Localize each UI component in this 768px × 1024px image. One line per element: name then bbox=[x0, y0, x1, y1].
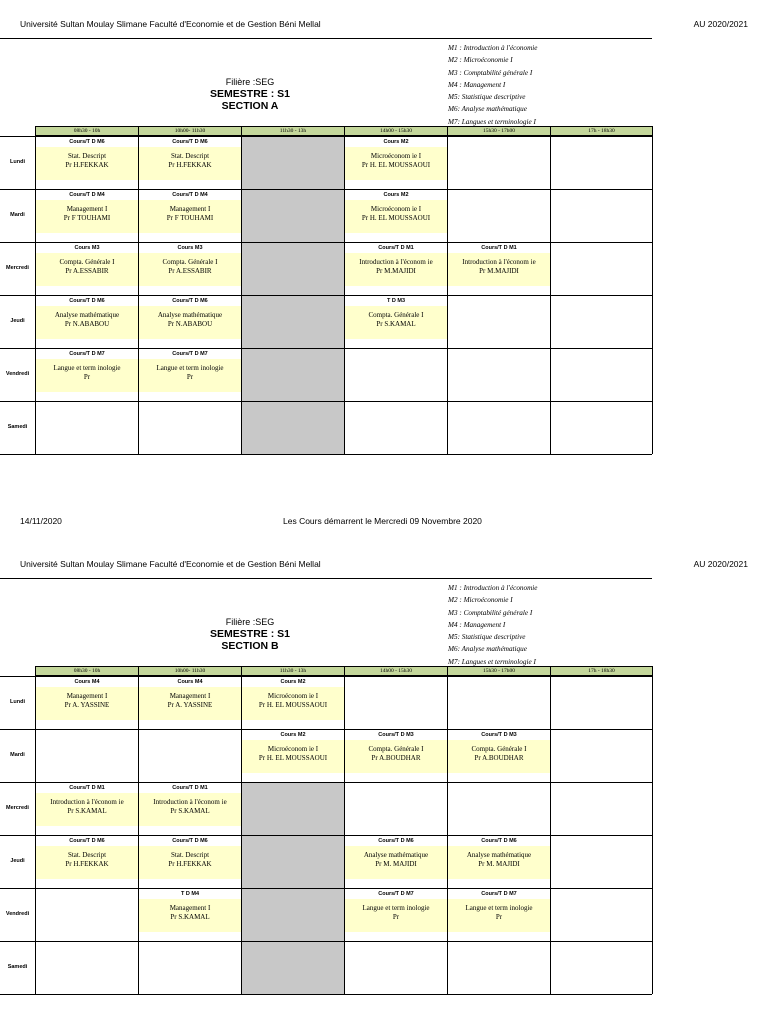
course-session bbox=[36, 137, 138, 189]
session-detail-box bbox=[345, 740, 447, 773]
session-detail-box bbox=[242, 740, 344, 773]
course-session bbox=[36, 296, 138, 348]
professor-name: Pr M.MAJIDI bbox=[376, 267, 416, 275]
section-label: SECTION A bbox=[221, 100, 279, 112]
session-detail-box bbox=[36, 793, 138, 826]
module-legend-item: M3 : Comptabilité générale I bbox=[448, 68, 533, 77]
session-detail-box bbox=[139, 253, 241, 286]
day-label: Samedi bbox=[7, 964, 28, 970]
lunch-break-cell bbox=[241, 242, 344, 295]
session-detail-box bbox=[448, 846, 550, 879]
session-type: Cours M2 bbox=[383, 139, 409, 145]
day-label: Jeudi bbox=[10, 858, 25, 864]
professor-name: Pr H.FEKKAK bbox=[168, 860, 212, 868]
professor-name: Pr A. YASSINE bbox=[64, 701, 110, 709]
session-type: Cours/T D M1 bbox=[481, 245, 517, 251]
session-detail-box bbox=[345, 899, 447, 932]
course-name: Stat. Descript bbox=[170, 152, 210, 160]
university-header: Université Sultan Moulay Slimane Faculté d'Economie et de Gestion Béni Mellal bbox=[20, 559, 321, 569]
session-detail-box bbox=[448, 899, 550, 932]
grid-row-line bbox=[0, 994, 652, 995]
session-detail-box bbox=[448, 740, 550, 773]
course-session bbox=[242, 677, 344, 729]
session-type: Cours/T D M3 bbox=[378, 732, 414, 738]
session-type: Cours M4 bbox=[74, 679, 100, 685]
footer-note: Les Cours démarrent le Mercredi 09 Novembre 2020 bbox=[283, 516, 482, 526]
session-type: T D M3 bbox=[386, 298, 406, 304]
session-type: Cours M3 bbox=[74, 245, 100, 251]
section-label: SECTION B bbox=[221, 640, 279, 652]
session-type: Cours M3 bbox=[177, 245, 203, 251]
course-name: Introduction à l'économ ie bbox=[462, 258, 536, 266]
session-type: Cours/T D M7 bbox=[378, 891, 414, 897]
day-label: Samedi bbox=[7, 424, 28, 430]
professor-name: Pr A.BOUDHAR bbox=[474, 754, 524, 762]
course-session bbox=[36, 349, 138, 401]
lunch-break-cell bbox=[241, 941, 344, 994]
time-slot-header: 10h00- 11h30 bbox=[138, 666, 242, 676]
session-detail-box bbox=[36, 200, 138, 233]
lunch-break-cell bbox=[241, 136, 344, 189]
course-session bbox=[448, 836, 550, 888]
course-name: Analyse mathématique bbox=[363, 851, 429, 859]
session-type: Cours/T D M4 bbox=[69, 192, 105, 198]
course-name: Microéconom ie I bbox=[267, 745, 319, 753]
session-type: Cours/T D M6 bbox=[69, 838, 105, 844]
module-legend-item: M2 : Microéconomie I bbox=[448, 596, 513, 605]
course-name: Langue et term inologie bbox=[465, 904, 533, 912]
time-slot-header: 15h30 - 17h00 bbox=[447, 126, 551, 136]
time-slot-header: 17h - 18h30 bbox=[550, 666, 653, 676]
professor-name: Pr S.KAMAL bbox=[376, 320, 416, 328]
session-type: Cours/T D M7 bbox=[69, 351, 105, 357]
professor-name: Pr S.KAMAL bbox=[170, 913, 210, 921]
time-slot-header: 14h00 - 15h30 bbox=[344, 666, 448, 676]
course-name: Analyse mathématique bbox=[466, 851, 532, 859]
course-session bbox=[345, 296, 447, 348]
day-label: Mardi bbox=[10, 752, 25, 758]
lunch-break-cell bbox=[241, 782, 344, 835]
course-name: Compta. Générale I bbox=[162, 258, 218, 266]
time-slot-header: 08h30 - 10h bbox=[35, 126, 139, 136]
session-detail-box bbox=[139, 846, 241, 879]
course-name: Management I bbox=[66, 692, 108, 700]
session-type: Cours/T D M7 bbox=[172, 351, 208, 357]
grid-column-line bbox=[652, 676, 653, 994]
day-label: Lundi bbox=[10, 699, 25, 705]
course-session bbox=[345, 889, 447, 941]
grid-column-line bbox=[550, 136, 551, 454]
academic-year: AU 2020/2021 bbox=[693, 559, 748, 569]
session-type: Cours/T D M6 bbox=[378, 838, 414, 844]
course-session bbox=[242, 730, 344, 782]
course-session bbox=[139, 677, 241, 729]
professor-name: Pr H. EL MOUSSAOUI bbox=[361, 161, 431, 169]
lunch-break-cell bbox=[241, 401, 344, 454]
filiere-label: Filière :SEG bbox=[225, 77, 275, 87]
professor-name: Pr bbox=[83, 373, 91, 381]
course-name: Management I bbox=[169, 904, 211, 912]
course-session bbox=[139, 836, 241, 888]
session-type: Cours/T D M6 bbox=[481, 838, 517, 844]
course-session bbox=[36, 783, 138, 835]
professor-name: Pr bbox=[186, 373, 194, 381]
module-legend-item: M7: Langues et terminologie I bbox=[448, 117, 536, 126]
session-detail-box bbox=[36, 359, 138, 392]
professor-name: Pr N.ABABOU bbox=[64, 320, 110, 328]
course-name: Stat. Descript bbox=[67, 851, 107, 859]
professor-name: Pr S.KAMAL bbox=[67, 807, 107, 815]
day-label: Jeudi bbox=[10, 318, 25, 324]
time-slot-header: 10h00- 11h30 bbox=[138, 126, 242, 136]
course-name: Management I bbox=[169, 692, 211, 700]
session-detail-box bbox=[36, 306, 138, 339]
session-detail-box bbox=[139, 687, 241, 720]
module-legend-item: M4 : Management I bbox=[448, 620, 506, 629]
day-label: Mardi bbox=[10, 212, 25, 218]
session-type: Cours/T D M6 bbox=[69, 298, 105, 304]
course-name: Stat. Descript bbox=[67, 152, 107, 160]
course-name: Management I bbox=[169, 205, 211, 213]
course-name: Introduction à l'économ ie bbox=[359, 258, 433, 266]
professor-name: Pr F TOUHAMI bbox=[63, 214, 111, 222]
session-detail-box bbox=[139, 793, 241, 826]
grid-column-line bbox=[447, 676, 448, 994]
session-type: Cours/T D M6 bbox=[172, 838, 208, 844]
grid-column-line bbox=[447, 136, 448, 454]
session-detail-box bbox=[448, 253, 550, 286]
day-label: Vendredi bbox=[5, 911, 30, 917]
session-detail-box bbox=[345, 846, 447, 879]
session-detail-box bbox=[242, 687, 344, 720]
filiere-label: Filière :SEG bbox=[225, 617, 275, 627]
professor-name: Pr H.FEKKAK bbox=[168, 161, 212, 169]
course-session bbox=[345, 137, 447, 189]
semester-label: SEMESTRE : S1 bbox=[210, 88, 290, 100]
course-name: Introduction à l'économ ie bbox=[153, 798, 227, 806]
grid-row-line bbox=[0, 941, 652, 942]
course-session bbox=[139, 296, 241, 348]
lunch-break-cell bbox=[241, 348, 344, 401]
professor-name: Pr M.MAJIDI bbox=[479, 267, 519, 275]
course-session bbox=[139, 243, 241, 295]
session-detail-box bbox=[345, 147, 447, 180]
course-name: Microéconom ie I bbox=[267, 692, 319, 700]
course-name: Langue et term inologie bbox=[362, 904, 430, 912]
session-type: Cours/T D M1 bbox=[378, 245, 414, 251]
module-legend-item: M4 : Management I bbox=[448, 80, 506, 89]
professor-name: Pr A.ESSABIR bbox=[168, 267, 212, 275]
time-slot-header: 08h30 - 10h bbox=[35, 666, 139, 676]
module-legend-item: M5: Statistique descriptive bbox=[448, 93, 526, 102]
module-legend-item: M2 : Microéconomie I bbox=[448, 56, 513, 65]
session-detail-box bbox=[139, 200, 241, 233]
session-detail-box bbox=[36, 147, 138, 180]
professor-name: Pr A.BOUDHAR bbox=[371, 754, 421, 762]
course-name: Microéconom ie I bbox=[370, 152, 422, 160]
session-type: Cours/T D M7 bbox=[481, 891, 517, 897]
session-type: Cours/T D M6 bbox=[69, 139, 105, 145]
session-detail-box bbox=[139, 899, 241, 932]
course-session bbox=[139, 889, 241, 941]
course-session bbox=[139, 190, 241, 242]
course-name: Analyse mathématique bbox=[157, 311, 223, 319]
header-rule bbox=[0, 578, 652, 579]
session-type: Cours/T D M1 bbox=[69, 785, 105, 791]
session-detail-box bbox=[139, 359, 241, 392]
timetable-grid bbox=[0, 126, 652, 454]
session-detail-box bbox=[139, 306, 241, 339]
day-label: Mercredi bbox=[6, 805, 29, 811]
lunch-break-cell bbox=[241, 295, 344, 348]
module-legend-item: M6: Analyse mathématique bbox=[448, 105, 527, 114]
session-type: T D M4 bbox=[180, 891, 200, 897]
module-legend-item: M6: Analyse mathématique bbox=[448, 645, 527, 654]
course-session bbox=[448, 889, 550, 941]
professor-name: Pr M. MAJIDI bbox=[478, 860, 520, 868]
professor-name: Pr bbox=[495, 913, 503, 921]
grid-column-line bbox=[241, 136, 242, 454]
course-name: Compta. Générale I bbox=[471, 745, 527, 753]
session-type: Cours/T D M6 bbox=[172, 298, 208, 304]
grid-row-line bbox=[0, 888, 652, 889]
professor-name: Pr N.ABABOU bbox=[167, 320, 213, 328]
module-legend-item: M1 : Introduction à l'économie bbox=[448, 44, 538, 52]
session-detail-box bbox=[345, 253, 447, 286]
course-name: Compta. Générale I bbox=[368, 745, 424, 753]
day-label: Lundi bbox=[10, 159, 25, 165]
semester-label: SEMESTRE : S1 bbox=[210, 628, 290, 640]
lunch-break-cell bbox=[241, 189, 344, 242]
professor-name: Pr A. YASSINE bbox=[167, 701, 213, 709]
professor-name: Pr H.FEKKAK bbox=[65, 161, 109, 169]
header-rule bbox=[0, 38, 652, 39]
course-name: Analyse mathématique bbox=[54, 311, 120, 319]
professor-name: Pr H. EL MOUSSAOUI bbox=[258, 701, 328, 709]
professor-name: Pr F TOUHAMI bbox=[166, 214, 214, 222]
course-name: Compta. Générale I bbox=[59, 258, 115, 266]
module-legend bbox=[448, 582, 538, 668]
session-type: Cours M2 bbox=[280, 732, 306, 738]
course-session bbox=[36, 836, 138, 888]
course-name: Langue et term inologie bbox=[53, 364, 121, 372]
module-legend bbox=[448, 42, 538, 128]
module-legend-item: M7: Langues et terminologie I bbox=[448, 657, 536, 666]
session-detail-box bbox=[139, 147, 241, 180]
professor-name: Pr H.FEKKAK bbox=[65, 860, 109, 868]
session-type: Cours M2 bbox=[280, 679, 306, 685]
grid-row-line bbox=[0, 454, 652, 455]
session-detail-box bbox=[36, 687, 138, 720]
time-slot-header: 11h30 - 13h bbox=[241, 126, 345, 136]
session-type: Cours M2 bbox=[383, 192, 409, 198]
session-detail-box bbox=[345, 306, 447, 339]
course-name: Langue et term inologie bbox=[156, 364, 224, 372]
course-session bbox=[448, 243, 550, 295]
course-session bbox=[36, 677, 138, 729]
session-type: Cours/T D M4 bbox=[172, 192, 208, 198]
course-session bbox=[345, 190, 447, 242]
timetable-title bbox=[170, 76, 330, 112]
course-session bbox=[345, 836, 447, 888]
time-slot-header: 15h30 - 17h00 bbox=[447, 666, 551, 676]
course-name: Microéconom ie I bbox=[370, 205, 422, 213]
session-detail-box bbox=[345, 200, 447, 233]
time-slot-header: 17h - 18h30 bbox=[550, 126, 653, 136]
session-type: Cours M4 bbox=[177, 679, 203, 685]
lunch-break-cell bbox=[241, 888, 344, 941]
professor-name: Pr M. MAJIDI bbox=[375, 860, 417, 868]
course-session bbox=[345, 730, 447, 782]
course-session bbox=[345, 243, 447, 295]
grid-row-line bbox=[0, 401, 652, 402]
lunch-break-cell bbox=[241, 835, 344, 888]
timetable-grid bbox=[0, 666, 652, 994]
module-legend-item: M5: Statistique descriptive bbox=[448, 633, 526, 642]
grid-column-line bbox=[344, 676, 345, 994]
professor-name: Pr S.KAMAL bbox=[170, 807, 210, 815]
time-slot-header: 14h00 - 15h30 bbox=[344, 126, 448, 136]
timetable-title bbox=[170, 616, 330, 652]
course-name: Stat. Descript bbox=[170, 851, 210, 859]
university-header: Université Sultan Moulay Slimane Faculté d'Economie et de Gestion Béni Mellal bbox=[20, 19, 321, 29]
session-type: Cours/T D M3 bbox=[481, 732, 517, 738]
course-name: Introduction à l'économ ie bbox=[50, 798, 124, 806]
professor-name: Pr H. EL MOUSSAOUI bbox=[361, 214, 431, 222]
course-session bbox=[36, 190, 138, 242]
day-label: Vendredi bbox=[5, 371, 30, 377]
course-session bbox=[36, 243, 138, 295]
module-legend-item: M3 : Comptabilité générale I bbox=[448, 608, 533, 617]
time-slot-header: 11h30 - 13h bbox=[241, 666, 345, 676]
course-name: Compta. Générale I bbox=[368, 311, 424, 319]
session-detail-box bbox=[36, 846, 138, 879]
academic-year: AU 2020/2021 bbox=[693, 19, 748, 29]
professor-name: Pr bbox=[392, 913, 400, 921]
session-type: Cours/T D M1 bbox=[172, 785, 208, 791]
grid-column-line bbox=[652, 136, 653, 454]
course-session bbox=[139, 137, 241, 189]
course-session bbox=[139, 349, 241, 401]
grid-column-line bbox=[550, 676, 551, 994]
session-type: Cours/T D M6 bbox=[172, 139, 208, 145]
course-session bbox=[448, 730, 550, 782]
footer-date: 14/11/2020 bbox=[20, 516, 62, 526]
professor-name: Pr A.ESSABIR bbox=[65, 267, 109, 275]
day-label: Mercredi bbox=[6, 265, 29, 271]
session-detail-box bbox=[36, 253, 138, 286]
course-name: Management I bbox=[66, 205, 108, 213]
course-session bbox=[139, 783, 241, 835]
professor-name: Pr H. EL MOUSSAOUI bbox=[258, 754, 328, 762]
module-legend-item: M1 : Introduction à l'économie bbox=[448, 584, 538, 592]
